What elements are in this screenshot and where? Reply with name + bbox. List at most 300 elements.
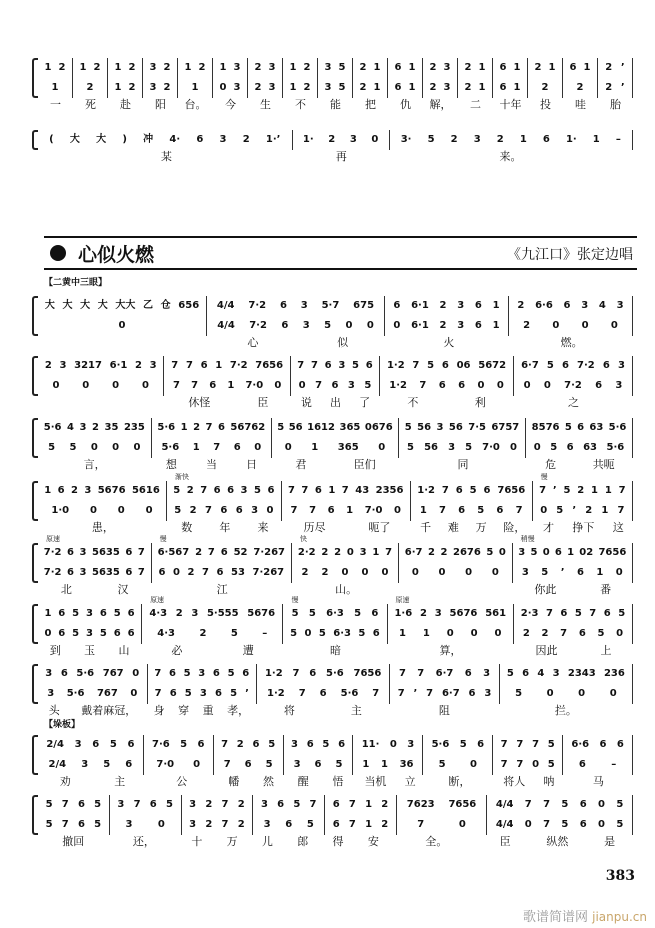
measure	[206, 296, 384, 336]
token: 0676	[364, 422, 393, 433]
token: )	[122, 134, 127, 145]
token: 全。	[425, 835, 448, 848]
token: 3	[84, 485, 92, 496]
token: 1	[513, 82, 521, 93]
token: 5	[265, 759, 273, 770]
lyric	[213, 98, 248, 112]
token: 6	[554, 547, 562, 558]
token: 君	[295, 458, 307, 471]
token: 7	[137, 567, 145, 578]
lyric	[388, 150, 633, 164]
token: 十年	[499, 98, 522, 111]
measure	[143, 735, 213, 775]
token: 仇	[400, 98, 411, 111]
token: 2	[205, 819, 213, 830]
measure	[271, 418, 398, 458]
token: 5	[308, 608, 316, 619]
token: 5	[564, 422, 572, 433]
token: 5	[561, 819, 569, 830]
melody-line	[496, 735, 559, 755]
token: 0	[118, 320, 126, 331]
melody-line	[216, 58, 244, 78]
token: 0	[616, 628, 624, 639]
accompaniment-line	[426, 755, 489, 775]
lyric-row	[38, 98, 633, 112]
token: 6	[393, 300, 401, 311]
token: 1	[601, 505, 609, 516]
token: 似	[337, 336, 349, 349]
token: 二	[470, 98, 481, 111]
token: 2	[195, 547, 203, 558]
token: 56762	[230, 422, 266, 433]
accompaniment-line	[531, 78, 559, 98]
token: 02	[579, 547, 594, 558]
measure	[317, 58, 352, 98]
melody-line	[517, 604, 629, 624]
accompaniment-line	[251, 78, 279, 98]
token: 0	[496, 380, 504, 391]
token: 5	[277, 422, 285, 433]
measure	[72, 58, 107, 98]
accompaniment-line	[181, 78, 209, 98]
token: 3	[617, 360, 625, 371]
accompaniment-line	[529, 438, 629, 458]
token: 365	[337, 442, 359, 453]
token: 悟	[332, 775, 344, 788]
token: 3	[407, 739, 415, 750]
token: 5	[230, 628, 238, 639]
token: 5	[72, 628, 80, 639]
melody-line	[328, 795, 393, 815]
token: 7	[191, 380, 199, 391]
token: 6·1	[109, 360, 128, 371]
token: 0	[542, 547, 550, 558]
token: 火	[443, 336, 455, 349]
token: 幡	[228, 775, 240, 788]
token: 2	[86, 82, 94, 93]
token: 6·3	[333, 628, 352, 639]
token: 3	[219, 134, 227, 145]
melody-line	[294, 356, 376, 376]
melody-line	[414, 481, 529, 501]
token: 7	[207, 547, 215, 558]
token: 6	[127, 608, 135, 619]
token: 不	[295, 98, 306, 111]
token: 5·6	[43, 422, 62, 433]
measure	[396, 795, 486, 835]
token: 大	[69, 134, 80, 145]
measure	[384, 296, 508, 336]
token: 挣下	[572, 521, 595, 534]
token: 2	[303, 62, 311, 73]
measure	[352, 58, 387, 98]
token: 6	[200, 360, 208, 371]
token: 7	[439, 505, 446, 516]
measure	[38, 535, 151, 583]
token: 0	[219, 82, 227, 93]
measure-row	[38, 664, 633, 704]
token: 7	[543, 799, 551, 810]
token: 7	[385, 547, 393, 558]
accompaniment-line	[517, 624, 629, 644]
token: 6	[595, 380, 603, 391]
token: 7	[412, 360, 420, 371]
token: 2	[189, 505, 197, 516]
token: 6·7	[521, 360, 539, 371]
melody-line	[251, 58, 279, 78]
melody-line	[170, 481, 278, 501]
token: 言，	[83, 458, 106, 471]
token: 7	[201, 567, 209, 578]
token: 1	[184, 62, 192, 73]
lyric	[412, 521, 534, 535]
token: 2	[464, 82, 472, 93]
token: 1	[346, 505, 354, 516]
lyric	[528, 98, 563, 112]
token: 5	[550, 442, 558, 453]
token: 656	[178, 300, 200, 311]
token: 5	[563, 485, 571, 496]
token: 3	[473, 134, 481, 145]
melody-line	[41, 58, 69, 78]
token: 5	[174, 505, 182, 516]
token: 0	[117, 505, 125, 516]
accompaniment-line	[536, 501, 629, 521]
measure	[166, 473, 281, 521]
melody-line	[286, 604, 383, 624]
token: 7	[223, 759, 231, 770]
token: 劝	[59, 775, 71, 788]
token: 2	[576, 82, 584, 93]
token: 1·’	[265, 134, 281, 145]
token: 2	[301, 567, 309, 578]
token: 2356	[375, 485, 404, 496]
token: 5	[324, 320, 332, 331]
token: 2343	[567, 668, 596, 679]
token: 2	[187, 567, 195, 578]
token: 0	[361, 567, 369, 578]
song-credit: 《九江口》张定边唱	[507, 247, 633, 263]
token: 0	[543, 380, 551, 391]
token: 主	[114, 775, 126, 788]
token: 2	[135, 360, 142, 371]
token: 千	[420, 521, 432, 534]
token: 7	[543, 819, 551, 830]
token: 6	[496, 505, 504, 516]
token: 7	[539, 485, 547, 496]
token: 呃了	[368, 521, 391, 534]
token: 臣	[257, 396, 269, 409]
token: 2/4	[48, 759, 67, 770]
token: 3	[45, 668, 53, 679]
measure	[177, 58, 212, 98]
melody-line	[217, 735, 280, 755]
melody-line	[296, 130, 386, 150]
accompaniment-line	[41, 501, 163, 521]
melody-line	[185, 795, 250, 815]
token: ’	[245, 688, 249, 699]
token: 1	[51, 82, 59, 93]
lyric-row	[38, 775, 633, 789]
token: 5676	[449, 608, 478, 619]
accompaniment-line	[356, 78, 384, 98]
measure	[38, 604, 141, 644]
token: 醒	[297, 775, 309, 788]
accompaniment-line	[388, 316, 505, 336]
measure	[512, 535, 633, 583]
token: 1	[478, 62, 486, 73]
melody-line	[503, 664, 629, 684]
token: 5	[459, 739, 467, 750]
token: 3	[338, 360, 346, 371]
token: 6·7	[404, 547, 423, 558]
lyric	[510, 336, 633, 350]
accompaniment-line	[356, 755, 419, 775]
token: 0	[540, 505, 548, 516]
token: 1	[227, 380, 235, 391]
token: 6·567	[157, 547, 190, 558]
token: (	[49, 134, 54, 145]
lyric	[283, 98, 318, 112]
accompaniment-line	[145, 624, 279, 644]
token: 7	[589, 608, 597, 619]
token: 0	[193, 759, 201, 770]
measure	[38, 130, 292, 150]
measure-row	[38, 130, 633, 150]
token: 7·267	[252, 567, 285, 578]
token: 5·6	[608, 422, 627, 433]
token: 当机	[364, 775, 387, 788]
measure	[247, 58, 282, 98]
token: 7	[348, 819, 356, 830]
token: 1	[114, 82, 122, 93]
lyric	[564, 775, 633, 789]
accompaniment-line	[260, 684, 386, 704]
token: 7	[515, 505, 523, 516]
token: 1	[422, 628, 430, 639]
token: 想	[165, 458, 177, 471]
token: 2	[450, 134, 458, 145]
token: 了	[359, 396, 371, 409]
token: 6	[616, 739, 624, 750]
melody-line	[517, 356, 629, 376]
token: 6	[566, 442, 574, 453]
measure	[282, 596, 386, 644]
token: 2	[523, 320, 531, 331]
token: 马	[592, 775, 604, 788]
token: 6	[365, 360, 373, 371]
token: 玉	[84, 644, 96, 657]
token: 2	[496, 134, 504, 145]
token: 06	[456, 360, 471, 371]
token: 1	[219, 62, 227, 73]
token: 5	[335, 759, 343, 770]
token: 1	[408, 82, 416, 93]
token: 6	[394, 62, 402, 73]
token: 0	[89, 505, 97, 516]
lyric-row	[38, 150, 633, 164]
melody-line	[147, 735, 210, 755]
token: 大	[96, 134, 107, 145]
token: 5·6	[326, 668, 344, 679]
token: ’	[572, 505, 577, 516]
token: 7656	[598, 547, 627, 558]
token: 6	[438, 380, 446, 391]
token: 撤回	[62, 835, 85, 848]
measure	[38, 356, 163, 396]
token: 郎	[297, 835, 309, 848]
melody-line	[321, 58, 349, 78]
measure-row	[38, 418, 633, 458]
token: 6	[576, 567, 584, 578]
token: 5	[358, 628, 366, 639]
token: 6	[267, 485, 275, 496]
token: 2	[44, 360, 52, 371]
token: 将	[283, 704, 295, 717]
song-title-bar	[44, 236, 637, 270]
lyric	[353, 98, 388, 112]
token: 5	[407, 442, 414, 453]
score-system	[38, 664, 633, 718]
token: 7	[287, 485, 295, 496]
token: 2	[464, 62, 472, 73]
measure	[379, 356, 513, 396]
lyric	[108, 98, 143, 112]
accompaniment-line	[210, 316, 381, 336]
token: 2·3	[520, 608, 539, 619]
token: 3	[268, 82, 276, 93]
token: 1	[192, 442, 200, 453]
melody-line	[566, 735, 629, 755]
token: 某	[160, 150, 172, 163]
melody-line	[41, 130, 289, 150]
measure	[283, 735, 353, 775]
token: 7656	[353, 668, 382, 679]
token: 1	[380, 759, 388, 770]
accompaniment-line	[146, 78, 174, 98]
melody-line	[155, 543, 288, 563]
token: 5	[486, 547, 494, 558]
melody-line	[155, 418, 268, 438]
token: 6	[314, 759, 322, 770]
token: 赴	[120, 98, 131, 111]
token: 6	[169, 688, 177, 699]
token: 戴着麻冠，	[81, 704, 137, 717]
token: 6	[483, 485, 491, 496]
token: 6	[578, 759, 586, 770]
token: 江	[216, 583, 228, 596]
token: 再	[335, 150, 347, 163]
token: 2	[58, 62, 66, 73]
token: 7·0	[245, 380, 264, 391]
measure	[181, 795, 253, 835]
melody-line	[402, 543, 509, 563]
lyric	[38, 644, 141, 658]
token: 56	[448, 422, 463, 433]
score-system	[38, 58, 633, 112]
measure	[508, 296, 633, 336]
accompaniment-line	[41, 78, 69, 98]
token: 0	[82, 380, 90, 391]
token: 6·7	[435, 668, 454, 679]
token: 0	[341, 567, 349, 578]
token: 2	[534, 62, 542, 73]
token: 5	[109, 739, 117, 750]
accompaniment-line	[496, 78, 524, 98]
lyric	[379, 396, 514, 410]
tempo-mark: 稍慢	[520, 535, 535, 543]
token: 0	[523, 380, 531, 391]
token: 3	[359, 547, 367, 558]
token: 6·6	[571, 739, 590, 750]
token: 56	[424, 442, 438, 453]
token: 年	[219, 521, 231, 534]
token: 7	[301, 485, 309, 496]
token: 当	[206, 458, 218, 471]
token: 3	[198, 668, 206, 679]
token: 5	[293, 799, 301, 810]
token: 0	[578, 688, 586, 699]
measure	[499, 664, 633, 704]
token: 3·	[400, 134, 412, 145]
melody-line	[285, 481, 407, 501]
lyric	[141, 644, 284, 658]
token: 2	[236, 739, 244, 750]
token: 1·6	[394, 608, 413, 619]
token: 3	[616, 300, 624, 311]
token: 4	[537, 668, 545, 679]
lyric	[38, 396, 165, 410]
measure	[38, 481, 166, 521]
token: 算，	[439, 644, 462, 657]
lyric	[208, 336, 387, 350]
token: 3	[615, 380, 623, 391]
token: ’	[560, 567, 565, 578]
accompaniment-line	[503, 684, 629, 704]
token: 0	[581, 320, 589, 331]
token: 1	[591, 485, 598, 496]
lyric	[272, 458, 400, 472]
measure	[38, 795, 109, 835]
accompaniment-line	[155, 563, 288, 583]
token: 0	[509, 442, 517, 453]
token: 0	[298, 380, 306, 391]
token: 4·	[169, 134, 181, 145]
accompaniment-line	[496, 755, 559, 775]
measure	[387, 596, 513, 644]
lyric	[151, 458, 271, 472]
lyric	[179, 835, 250, 849]
token: 1	[373, 82, 381, 93]
token: 1	[365, 819, 373, 830]
token: 6	[281, 320, 289, 331]
token: 6	[372, 628, 380, 639]
token: 5	[45, 819, 53, 830]
token: 还，	[132, 835, 155, 848]
token: 5	[530, 547, 538, 558]
token: 6	[196, 134, 204, 145]
token: 生	[260, 98, 271, 111]
token: 2	[585, 505, 593, 516]
token: 2	[428, 547, 435, 558]
measure-row	[38, 795, 633, 835]
token: 6	[242, 668, 250, 679]
measure	[213, 735, 283, 775]
token: 1612	[307, 422, 335, 433]
accompaniment-line	[151, 684, 254, 704]
measure	[256, 664, 389, 704]
token: 3	[457, 320, 465, 331]
